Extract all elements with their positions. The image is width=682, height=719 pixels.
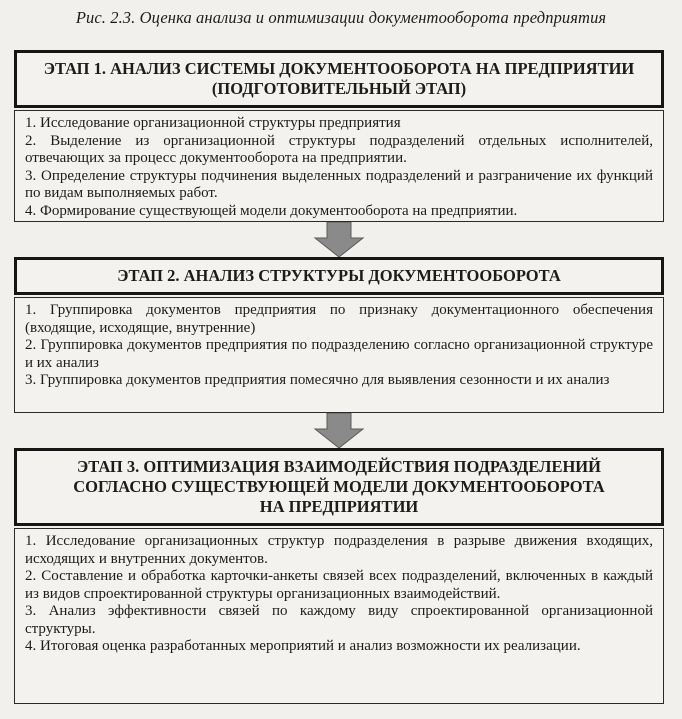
stage-3-item-3: 3. Анализ эффективности связей по каждому виду спроектированной организационной структуры. bbox=[25, 603, 653, 637]
stage-3-item-1: 1. Исследование организационных структур подразделения в разрыве движения входящих, исходящих и внутренних документов. bbox=[25, 533, 653, 567]
stage-3-list bbox=[14, 528, 664, 704]
stage-1-item-1: 1. Исследование организационной структуры предприятия bbox=[25, 115, 401, 131]
stage-1-list bbox=[14, 110, 664, 222]
stage-2-header bbox=[14, 257, 664, 295]
down-arrow-2 bbox=[313, 413, 365, 449]
stage-2-item-3: 3. Группировка документов предприятия помесячно для выявления сезонности и их анализ bbox=[25, 372, 610, 388]
down-arrow-1 bbox=[313, 222, 365, 258]
stage-1-item-4: 4. Формирование существующей модели документооборота на предприятии. bbox=[25, 202, 518, 219]
stage-2-item-2: 2. Группировка документов предприятия по подразделению согласно организационной структуре и их анализ bbox=[25, 337, 653, 371]
stage-1-item-2: 2. Выделение из организационной структуры подразделений отдельных исполнителей, отвечающих за процесс документооборота на предприятии. bbox=[25, 132, 653, 166]
stage-1-item-3: 3. Определение структуры подчинения выделенных подразделений и разграничение их функций по видам выполняемых работ. bbox=[25, 167, 653, 201]
stage-2-list bbox=[14, 297, 664, 413]
stage-3-item-2: 2. Составление и обработка карточки-анкеты связей всех подразделений, включенных в каждый из видов спроектированной структуры организационных взаимодействий. bbox=[25, 568, 653, 602]
stage-3-item-4: 4. Итоговая оценка разработанных мероприятий и анализ возможности их реализации. bbox=[25, 638, 581, 654]
stage-1-title-line2: (ПОДГОТОВИТЕЛЬНЫЙ ЭТАП) bbox=[211, 79, 467, 98]
stage-2-item-1: 1. Группировка документов предприятия по признаку документационного обеспечения (входящие, исходящие, внутренние) bbox=[25, 302, 653, 336]
stage-3-title-line1: ЭТАП 3. ОПТИМИЗАЦИЯ ВЗАИМОДЕЙСТВИЯ ПОДРАЗДЕЛЕНИЙ bbox=[77, 457, 601, 476]
stage-1-title-line1: ЭТАП 1. АНАЛИЗ СИСТЕМЫ ДОКУМЕНТООБОРОТА НА ПРЕДПРИЯТИИ bbox=[43, 59, 635, 78]
stage-3-title-line3: НА ПРЕДПРИЯТИИ bbox=[259, 497, 419, 516]
stage-2-title: ЭТАП 2. АНАЛИЗ СТРУКТУРЫ ДОКУМЕНТООБОРОТА bbox=[117, 266, 561, 285]
stage-1-header bbox=[14, 50, 664, 108]
stage-3-header bbox=[14, 448, 664, 526]
figure-caption: Рис. 2.3. Оценка анализа и оптимизации документооборота предприятия bbox=[75, 8, 607, 27]
stage-3-title-line2: СОГЛАСНО СУЩЕСТВУЮЩЕЙ МОДЕЛИ ДОКУМЕНТООБОРОТА bbox=[73, 477, 605, 496]
